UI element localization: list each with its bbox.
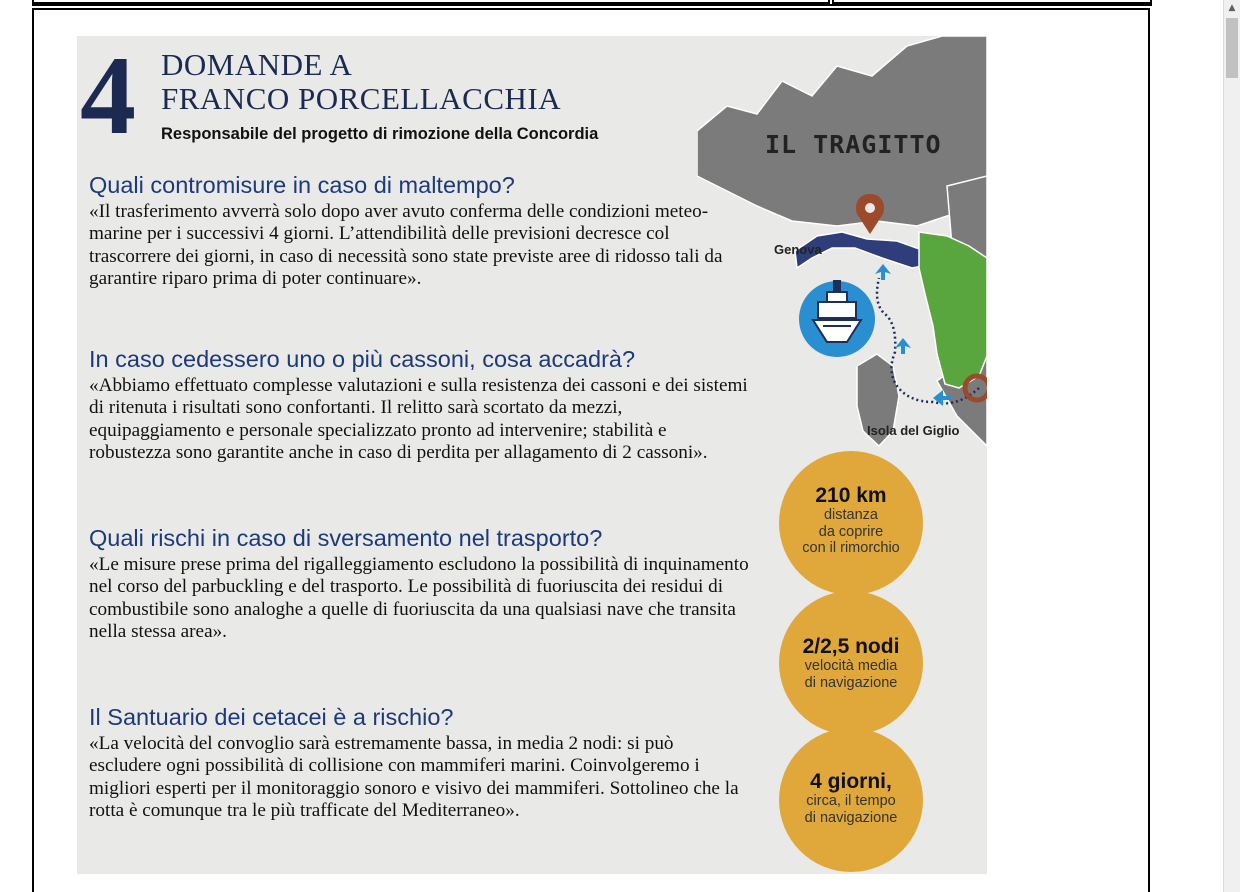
stat-value: 4 giorni, (810, 770, 892, 793)
question-count: 4 (80, 36, 136, 158)
ship-icon (799, 280, 875, 357)
answer-2: «Abbiamo effettuato complesse valutazioni e sulla resistenza dei cassoni e dei sistemi di ritenuta i risultati sono confortanti. Il relitto sarà scortato da mezzi, equipaggiamento e personale specializzato pronto ad intervenire; stabilità e robustezza sono garantite anche in caso di perdita per allagamento di 2 cassoni». (89, 375, 748, 464)
city-label-genova: Genova (774, 242, 822, 257)
question-2: In caso cedessero uno o più cassoni, cosa accadrà? (89, 346, 636, 372)
answer-3: «Le misure prese prima del rigalleggiamento escludono la possibilità di inquinamento nel corso del parbuckling e del trasporto. Le possibilità di fuoriuscita dei residui di combustibile sono analoghe a quelle di fuoriuscita da una qualsiasi nave che transita nella stessa area». (89, 554, 749, 643)
city-label-giglio: Isola del Giglio (867, 423, 960, 438)
vertical-scrollbar[interactable] (1223, 0, 1240, 892)
stat-label: distanza (823, 507, 878, 523)
genova-pin-icon (856, 194, 884, 234)
top-frame (32, 0, 1152, 6)
question-4: Il Santuario dei cetacei è a rischio? (89, 704, 454, 730)
frame-segment-left (32, 0, 830, 4)
subtitle: Responsabile del progetto di rimozione della Concordia (161, 125, 599, 143)
article-clipping (77, 36, 987, 874)
stat-value: 2/2,5 nodi (802, 635, 900, 658)
stat-label: da coprire (818, 523, 884, 540)
headline-line-1: DOMANDE A (161, 47, 353, 82)
question-3: Quali rischi in caso di sversamento nel trasporto? (89, 525, 603, 551)
answer-1: «Il trasferimento avverrà solo dopo aver avuto conferma delle condizioni meteo-marine per i successivi 4 giorni. L’attendibilità delle previsioni decresce col trascorrere dei giorni, in caso di necessità sono state previste aree di ridosso tali da garantire riparo prima di poter continuare». (89, 201, 723, 290)
stat-label: di navigazione (804, 809, 898, 826)
stat-value: 210 km (815, 484, 887, 507)
scroll-thumb[interactable] (1226, 18, 1238, 78)
stat-duration (779, 728, 923, 872)
direction-arrow-icon (895, 338, 911, 354)
page-title (161, 48, 561, 116)
stat-distance (779, 451, 923, 595)
scroll-up-icon[interactable]: ▲ (1224, 0, 1240, 16)
headline-line-2: FRANCO PORCELLACCHIA (161, 81, 562, 116)
question-1: Quali contromisure in caso di maltempo? (89, 172, 515, 198)
map-title: IL TRAGITTO (765, 130, 942, 159)
stat-label: di navigazione (804, 674, 898, 691)
stat-speed (779, 591, 923, 735)
direction-arrow-icon (875, 264, 891, 280)
answer-4: «La velocità del convoglio sarà estremamente bassa, in media 2 nodi: si può escludere ogni possibilità di collisione con mammiferi marini. Coinvolgeremo i migliori esperti per il monitoraggio sonoro e visivo dei mammiferi. Sottolineo che la rotta è comunque tra le più trafficate del Mediterraneo». (89, 733, 739, 822)
stat-label: velocità media (804, 658, 898, 674)
stat-label: circa, il tempo (806, 793, 896, 809)
frame-segment-right (832, 0, 1152, 4)
stat-label: con il rimorchio (802, 540, 900, 556)
map-region-tuscany (919, 232, 987, 388)
